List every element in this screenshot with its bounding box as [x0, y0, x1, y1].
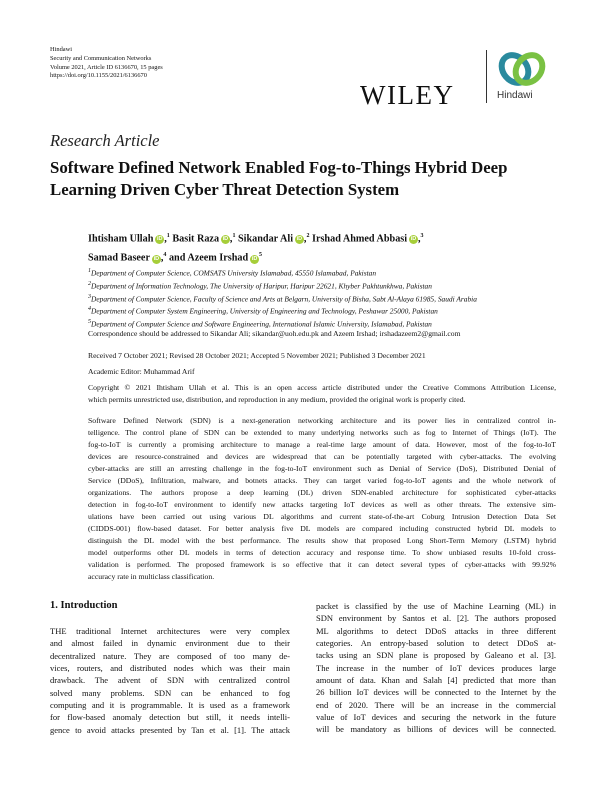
- author-name[interactable]: and Azeem Irshad: [168, 252, 249, 264]
- text-line: gence to avoid attacks presented by Tan et al. [1]. The attack: [50, 724, 290, 735]
- affiliation-number: 2: [88, 280, 91, 287]
- orcid-icon[interactable]: iD: [410, 236, 417, 243]
- hindawi-logo-icon: [498, 49, 546, 89]
- publisher-name: Hindawi: [50, 46, 73, 53]
- doi-link[interactable]: https://doi.org/10.1155/2021/6136670: [50, 72, 147, 80]
- volume-info: Volume 2021, Article ID 6136670, 15 pages: [50, 63, 163, 71]
- title-line: Learning Driven Cyber Threat Detection System: [50, 180, 400, 199]
- text-line: vices, routers, and distributed nodes which was their main: [50, 663, 290, 674]
- affiliation-text: Department of Information Technology, The University of Haripur, Haripur 22621, Khyber Pakhtunkhwa, Pakistan: [91, 281, 432, 291]
- text-line: categories. An entropy-based solution to detect DDoS at-: [316, 638, 556, 649]
- affiliation-sup: 1: [232, 233, 236, 239]
- author-name[interactable]: Samad Baseer: [88, 252, 150, 264]
- text-line: detection in fog-to-IoT environment to identify new attacks targeting IoT devices as well as other threats. The extensive sim-: [88, 500, 556, 509]
- article-type: Research Article: [50, 131, 160, 150]
- affiliation-number: 5: [88, 319, 91, 326]
- affiliation-sup: 1: [166, 233, 170, 239]
- affiliation: [88, 292, 477, 305]
- text-line: 26 billion IoT devices will be connected to the Internet by the: [316, 687, 556, 698]
- separator: ,: [164, 233, 167, 245]
- text-line: SDN environment by Santos et al. [2]. The authors proposed: [316, 613, 556, 624]
- hindawi-wordmark: Hindawi: [497, 90, 533, 101]
- text-line: organizations. The authors propose a deep learning (DL) driven SDN-enabled architecture for sophisticated cyber-attacks: [88, 488, 556, 497]
- abstract: [88, 415, 556, 583]
- section-heading: 1. Introduction: [50, 600, 118, 611]
- affiliation-sup: 4: [163, 252, 167, 259]
- intro-right-column: [316, 600, 556, 736]
- text-line: cyber-attacks are still an arresting challenge in the fog-to-IoT environment such as Denial of Service (DoS), Distributed Denial of: [88, 464, 556, 473]
- text-line: The increase in the number of IoT devices produces large: [316, 662, 556, 673]
- text-line: devices are resource-constrained and devices are widespread that can be potentially targeted with cyber-attacks. The evolving: [88, 452, 556, 461]
- copyright-line: Copyright © 2021 Ihtisham Ullah et al. This is an open access article distributed under the Creative Commons Attribution License,: [88, 383, 556, 392]
- affiliation-sup: 5: [259, 252, 263, 259]
- correspondence: Correspondence should be addressed to Sikandar Ali; sikandar@uoh.edu.pk and Azeem Irshad; irshadazeem2@gmail.com: [88, 329, 461, 338]
- author-list: [88, 228, 424, 267]
- text-line: amount of data. Khan and Salah [4] predicted that more than: [316, 675, 556, 686]
- text-line: solved many problems. SDN can be enhanced to fog: [50, 687, 290, 698]
- text-line: ulations have been carried out using various DL algorithms and current state-of-the-art Coburg Intrusion Detection Data Set: [88, 512, 556, 521]
- affiliation-text: Department of Computer Science, COMSATS University Islamabad, 45550 Islamabad, Pakistan: [91, 268, 377, 278]
- separator: ,: [229, 233, 233, 245]
- text-line: end of 2020. There will be an increase in the commercial: [316, 699, 556, 710]
- affiliation-sup: 3: [420, 233, 424, 239]
- journal-name: Security and Communication Networks: [50, 54, 152, 62]
- logo-divider: [486, 50, 487, 103]
- affiliation-number: 3: [88, 293, 91, 300]
- text-line: tacks using an SDN plane is proposed by Galeano et al. [3].: [316, 650, 556, 661]
- text-line: Service (DDoS), Infiltration, malware, and botnets attacks. They can target varied fog-to-IoT agents and the whole network of: [88, 476, 556, 485]
- orcid-icon[interactable]: iD: [157, 236, 163, 243]
- text-line: for flow-based anomaly detection but still, it needs intelli-: [50, 712, 290, 723]
- affiliations: [88, 266, 477, 330]
- text-line: will be mandatory as billions of devices will be connected.: [316, 724, 556, 735]
- affiliation-number: 4: [88, 306, 91, 313]
- text-line: validation is performed. The proposed framework is so effective that it can detect several types of cyber-attacks with 99.92%: [88, 560, 556, 569]
- wiley-logo: WILEY: [360, 80, 455, 110]
- text-line: THE traditional Internet architectures were very complex: [50, 626, 290, 636]
- affiliation-number: 1: [88, 268, 91, 274]
- affiliation: [88, 279, 477, 292]
- affiliation-sup: 2: [306, 233, 310, 239]
- publication-dates: Received 7 October 2021; Revised 28 October 2021; Accepted 5 November 2021; Published 3 December 2021: [88, 351, 426, 360]
- affiliation-text: Department of Computer Science and Software Engineering, International Islamic University, Islamabad, Pakistan: [91, 319, 432, 329]
- orcid-icon[interactable]: iD: [222, 236, 229, 243]
- copyright-line: which permits unrestricted use, distribution, and reproduction in any medium, provided the original work is properly cited.: [88, 395, 466, 404]
- author-name[interactable]: Ihtisham Ullah: [88, 233, 154, 245]
- academic-editor: Academic Editor: Muhammad Arif: [88, 367, 195, 376]
- text-line: packet is classified by the use of Machine Learning (ML) in: [316, 601, 556, 611]
- text-line: (CIDDS-001) flow-based dataset. For better analysis five DL models are compared including constructed hybrid DL models to: [88, 524, 556, 533]
- title-line: Software Defined Network Enabled Fog-to-Things Hybrid Deep: [50, 158, 508, 177]
- text-line: accuracy rate in multiclass classification.: [88, 572, 215, 581]
- text-line: decentralized nature. They are composed of too many de-: [50, 650, 290, 661]
- affiliation: [88, 304, 477, 317]
- text-line: and almost failed in dynamic environment due to their: [50, 638, 290, 649]
- affiliation-text: Department of Computer System Engineering, University of Engineering and Technology, Peshawar 25000, Pakistan: [91, 306, 438, 316]
- text-line: distinguish the DL model with the best performance. The results show that proposed Long Short-Term Memory (LSTM) hybrid: [88, 536, 556, 545]
- text-line: computing and it is programmable. It is used as a framework: [50, 700, 290, 711]
- orcid-icon[interactable]: iD: [251, 255, 258, 262]
- text-line: telligence. The control plane of SDN can be extended to many underlying networks such as fog to Internet of Things (IoT). The: [88, 428, 556, 437]
- separator: ,: [303, 233, 307, 245]
- text-line: fog-to-IoT is currently a promising architecture to manage a real-time large amount of data. However, most of the fog-to-IoT: [88, 440, 556, 449]
- orcid-icon[interactable]: iD: [296, 236, 303, 243]
- affiliation-text: Department of Computer Science, Faculty of Science and Arts at Belgarn, University of Bisha, Sabt Al-Alaya 61985, Saudi Arabia: [91, 294, 477, 303]
- author-name[interactable]: Sikandar Ali: [238, 233, 294, 245]
- text-line: Software Defined Network (SDN) is a next-generation networking architecture and its power lies in centralized control in-: [88, 416, 556, 425]
- text-line: value of IoT devices and securing the network in the future: [316, 712, 556, 723]
- journal-header: [50, 46, 163, 81]
- text-line: ML algorithms to detect DDoS attacks in three different: [316, 625, 556, 636]
- separator: ,: [417, 233, 421, 245]
- orcid-icon[interactable]: iD: [153, 255, 160, 262]
- affiliation: [88, 266, 477, 279]
- affiliation: [88, 317, 477, 330]
- separator: ,: [160, 252, 164, 264]
- copyright-notice: [88, 382, 556, 406]
- text-line: drawback. The advent of SDN with centralized control: [50, 675, 290, 686]
- intro-left-column: [50, 625, 290, 736]
- author-name[interactable]: Irshad Ahmed Abbasi: [311, 233, 408, 245]
- author-name[interactable]: Basit Raza: [172, 233, 220, 245]
- paper-title: [50, 157, 570, 201]
- text-line: model outperforms other DL models in terms of detection accuracy and response time. To show unbiased results 10-fold cross-: [88, 548, 556, 557]
